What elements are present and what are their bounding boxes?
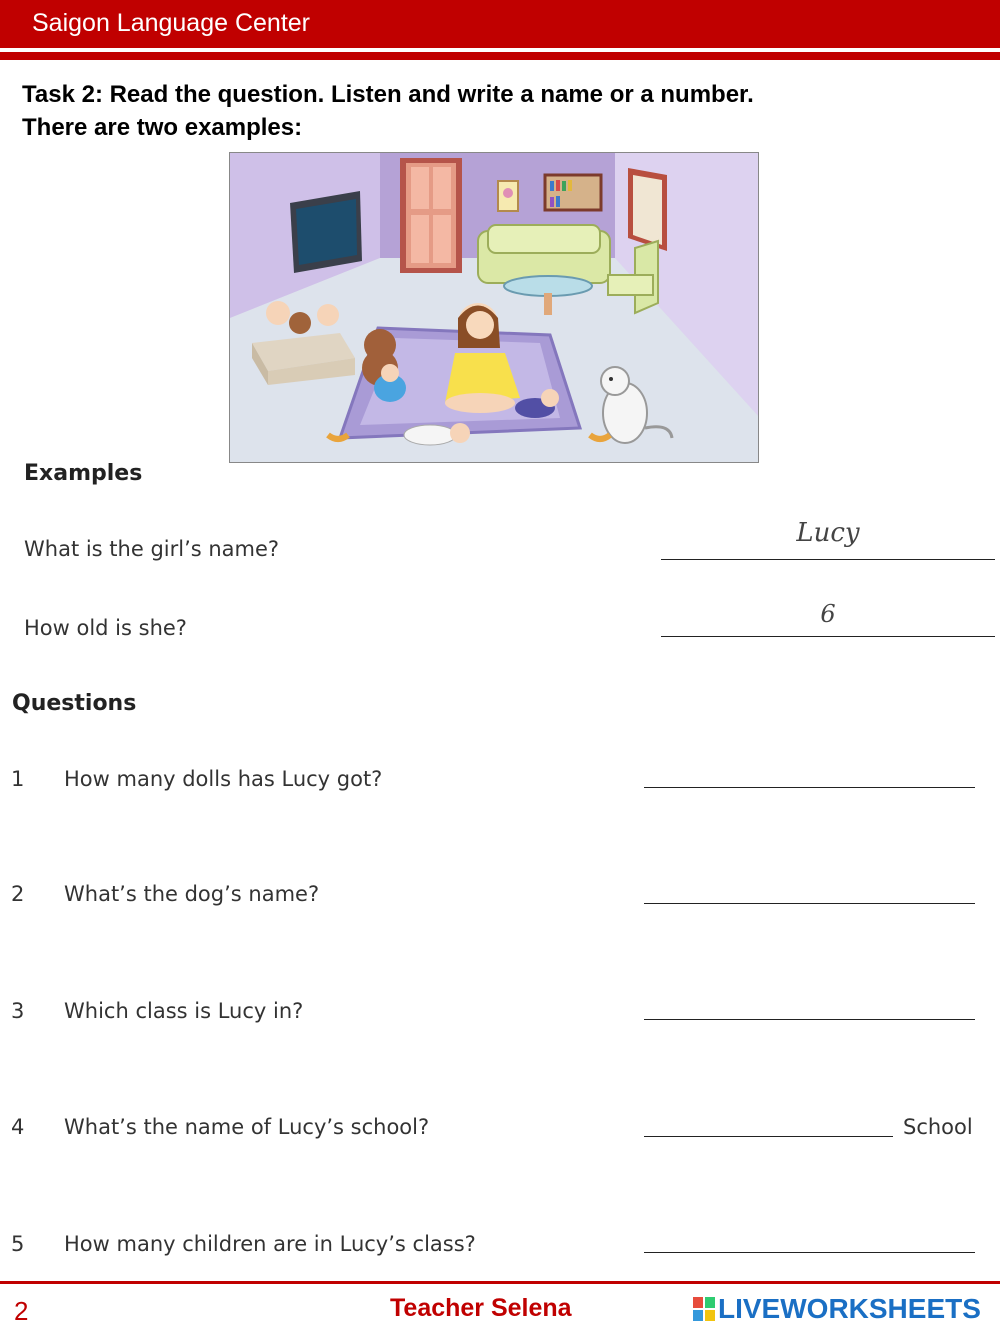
question-number-5: 5 [11,1232,25,1256]
header-divider [0,52,1000,60]
scene-drawing [230,153,759,463]
example-answer-1: Lucy [796,518,860,548]
questions-heading: Questions [12,691,137,716]
footer-divider [0,1281,1000,1284]
example-answer-line-2 [661,636,995,637]
question-text-2: What’s the dog’s name? [64,882,320,906]
liveworksheets-wordmark: LIVEWORKSHEETS [718,1293,981,1324]
example-question-2: How old is she? [24,616,187,640]
liveworksheets-icon [693,1297,715,1321]
task-instructions [22,78,754,144]
task-line-1: Task 2: Read the question. Listen and write a name or a number. [22,81,754,108]
example-question-1: What is the girl’s name? [24,537,280,561]
question-number-1: 1 [11,767,25,791]
answer-line-3[interactable] [644,1019,975,1020]
question-text-3: Which class is Lucy in? [64,999,304,1023]
question-text-1: How many dolls has Lucy got? [64,767,383,791]
answer-line-5[interactable] [644,1252,975,1253]
example-answer-2: 6 [820,600,836,628]
answer-suffix-4: School [903,1115,973,1139]
question-text-5: How many children are in Lucy’s class? [64,1232,476,1256]
question-number-4: 4 [11,1115,25,1139]
answer-line-2[interactable] [644,903,975,904]
page-number: 2 [14,1296,29,1326]
example-answer-line-1 [661,559,995,560]
question-number-2: 2 [11,882,25,906]
answer-line-1[interactable] [644,787,975,788]
question-number-3: 3 [11,999,25,1023]
examples-heading: Examples [24,461,143,486]
task-line-2: There are two examples: [22,114,303,141]
teacher-name: Teacher Selena [390,1294,572,1322]
question-text-4: What’s the name of Lucy’s school? [64,1115,430,1139]
liveworksheets-logo [693,1292,981,1326]
answer-line-4[interactable] [644,1136,893,1137]
header-title: Saigon Language Center [32,9,311,37]
living-room-illustration [229,152,759,463]
